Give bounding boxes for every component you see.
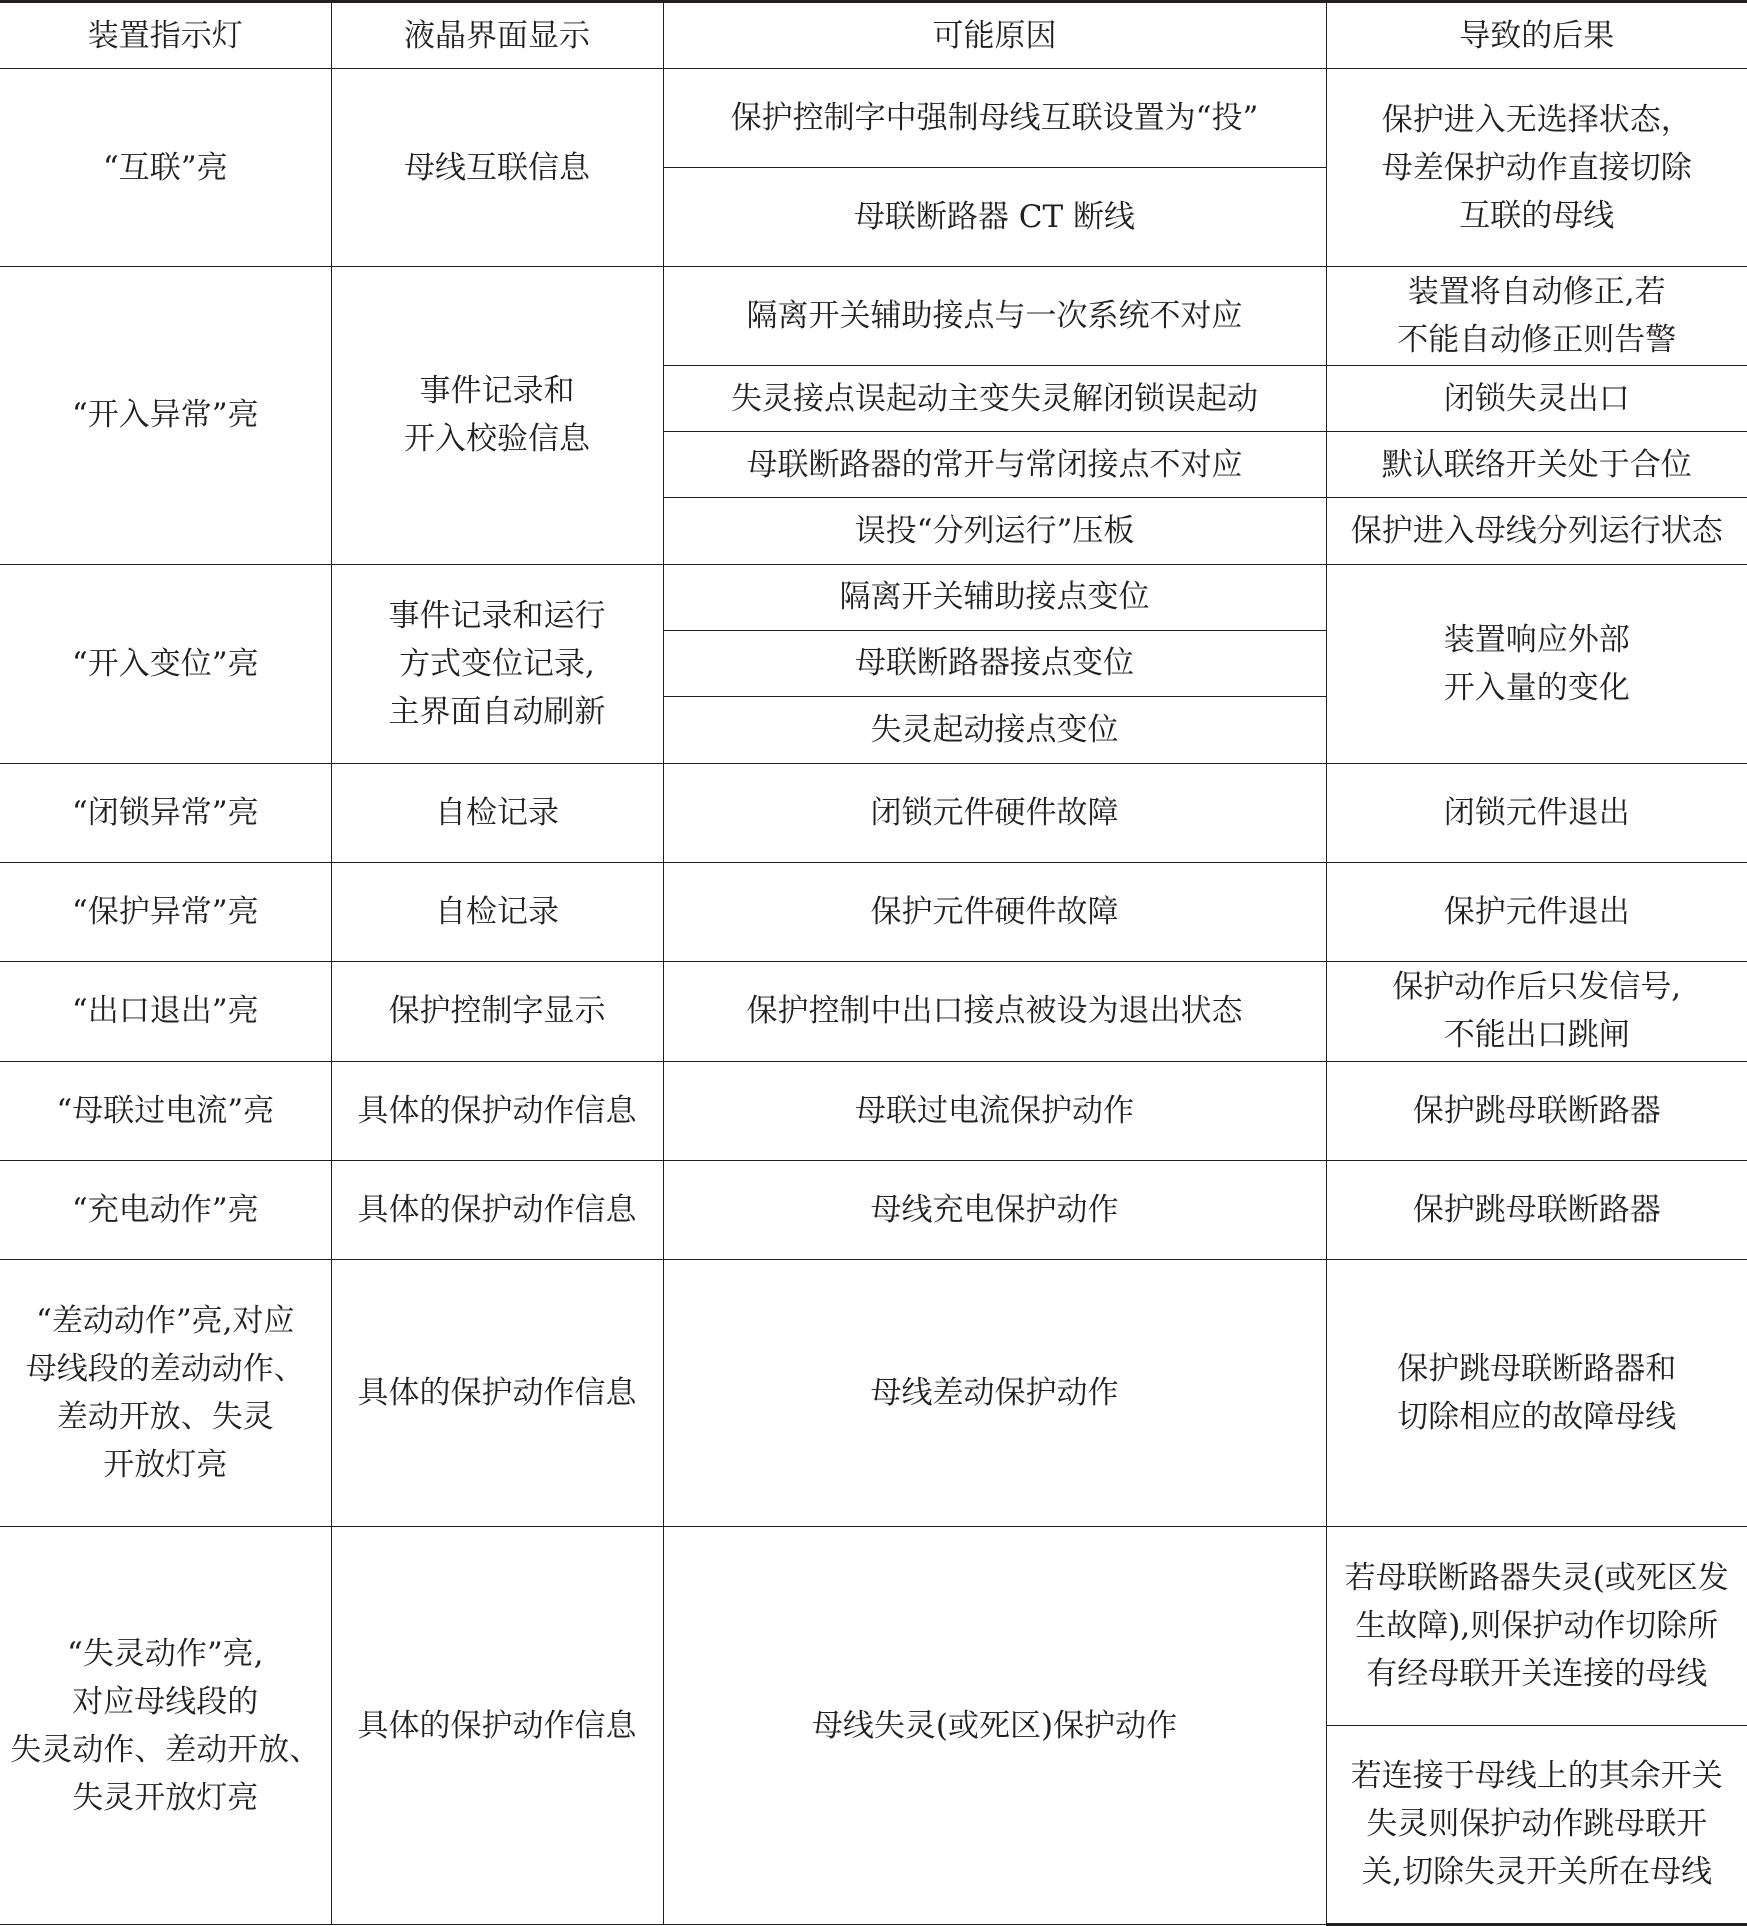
display-cell: 具体的保护动作信息 bbox=[331, 1161, 663, 1260]
consequence-cell: 保护进入无选择状态， 母差保护动作直接切除 互联的母线 bbox=[1326, 69, 1747, 267]
indicator-cell: “开入异常”亮 bbox=[0, 267, 331, 564]
consequence-cell: 若连接于母线上的其余开关 失灵则保护动作跳母联开 关,切除失灵开关所在母线 bbox=[1326, 1725, 1747, 1924]
table-row bbox=[0, 267, 1747, 366]
consequence-cell: 保护元件退出 bbox=[1326, 862, 1747, 961]
indicator-cell: “母联过电流”亮 bbox=[0, 1062, 331, 1161]
table-row bbox=[0, 1062, 1747, 1161]
cause-cell: 闭锁元件硬件故障 bbox=[663, 763, 1326, 862]
cause-cell: 失灵接点误起动主变失灵解闭锁误起动 bbox=[663, 366, 1326, 432]
table-row bbox=[0, 1527, 1747, 1725]
display-cell: 具体的保护动作信息 bbox=[331, 1062, 663, 1161]
cause-cell: 母线差动保护动作 bbox=[663, 1260, 1326, 1527]
header-cause: 可能原因 bbox=[663, 2, 1326, 69]
consequence-cell: 装置将自动修正,若 不能自动修正则告警 bbox=[1326, 267, 1747, 366]
cause-cell: 误投“分列运行”压板 bbox=[663, 498, 1326, 564]
display-cell: 母线互联信息 bbox=[331, 69, 663, 267]
indicator-cell: “差动动作”亮,对应 母线段的差动动作、 差动开放、失灵 开放灯亮 bbox=[0, 1260, 331, 1527]
cause-cell: 保护元件硬件故障 bbox=[663, 862, 1326, 961]
header-indicator: 装置指示灯 bbox=[0, 2, 331, 69]
consequence-cell: 保护跳母联断路器 bbox=[1326, 1062, 1747, 1161]
table-row bbox=[0, 1161, 1747, 1260]
indicator-cell: “出口退出”亮 bbox=[0, 961, 331, 1061]
indicator-cell: “充电动作”亮 bbox=[0, 1161, 331, 1260]
consequence-cell: 装置响应外部 开入量的变化 bbox=[1326, 564, 1747, 763]
display-cell: 自检记录 bbox=[331, 862, 663, 961]
cause-cell: 隔离开关辅助接点与一次系统不对应 bbox=[663, 267, 1326, 366]
consequence-cell: 闭锁失灵出口 bbox=[1326, 366, 1747, 432]
cause-cell: 母联断路器 CT 断线 bbox=[663, 168, 1326, 267]
header-display: 液晶界面显示 bbox=[331, 2, 663, 69]
table-row bbox=[0, 763, 1747, 862]
display-cell: 具体的保护动作信息 bbox=[331, 1527, 663, 1925]
indicator-cell: “开入变位”亮 bbox=[0, 564, 331, 763]
indicator-cell: “保护异常”亮 bbox=[0, 862, 331, 961]
display-cell: 保护控制字显示 bbox=[331, 961, 663, 1061]
cause-cell: 母联断路器的常开与常闭接点不对应 bbox=[663, 432, 1326, 498]
consequence-cell: 保护进入母线分列运行状态 bbox=[1326, 498, 1747, 564]
consequence-cell: 保护动作后只发信号, 不能出口跳闸 bbox=[1326, 961, 1747, 1061]
cause-cell: 隔离开关辅助接点变位 bbox=[663, 564, 1326, 630]
cause-cell: 失灵起动接点变位 bbox=[663, 696, 1326, 763]
table-row bbox=[0, 69, 1747, 168]
cause-cell: 保护控制字中强制母线互联设置为“投” bbox=[663, 69, 1326, 168]
cause-cell: 母联断路器接点变位 bbox=[663, 630, 1326, 696]
table-row bbox=[0, 564, 1747, 630]
cause-cell: 母联过电流保护动作 bbox=[663, 1062, 1326, 1161]
display-cell: 事件记录和运行 方式变位记录, 主界面自动刷新 bbox=[331, 564, 663, 763]
display-cell: 自检记录 bbox=[331, 763, 663, 862]
consequence-cell: 保护跳母联断路器和 切除相应的故障母线 bbox=[1326, 1260, 1747, 1527]
header-consequence: 导致的后果 bbox=[1326, 2, 1747, 69]
consequence-cell: 闭锁元件退出 bbox=[1326, 763, 1747, 862]
consequence-cell: 保护跳母联断路器 bbox=[1326, 1161, 1747, 1260]
table-row bbox=[0, 862, 1747, 961]
cause-cell: 保护控制中出口接点被设为退出状态 bbox=[663, 961, 1326, 1061]
consequence-cell: 若母联断路器失灵(或死区发 生故障),则保护动作切除所 有经母联开关连接的母线 bbox=[1326, 1527, 1747, 1725]
cause-cell: 母线充电保护动作 bbox=[663, 1161, 1326, 1260]
table-row bbox=[0, 961, 1747, 1061]
header-row bbox=[0, 2, 1747, 69]
consequence-cell: 默认联络开关处于合位 bbox=[1326, 432, 1747, 498]
indicator-cell: “互联”亮 bbox=[0, 69, 331, 267]
display-cell: 事件记录和 开入校验信息 bbox=[331, 267, 663, 564]
table-row bbox=[0, 1260, 1747, 1527]
cause-cell: 母线失灵(或死区)保护动作 bbox=[663, 1527, 1326, 1925]
indicator-cell: “失灵动作”亮, 对应母线段的 失灵动作、差动开放、 失灵开放灯亮 bbox=[0, 1527, 331, 1925]
display-cell: 具体的保护动作信息 bbox=[331, 1260, 663, 1527]
indicator-cell: “闭锁异常”亮 bbox=[0, 763, 331, 862]
